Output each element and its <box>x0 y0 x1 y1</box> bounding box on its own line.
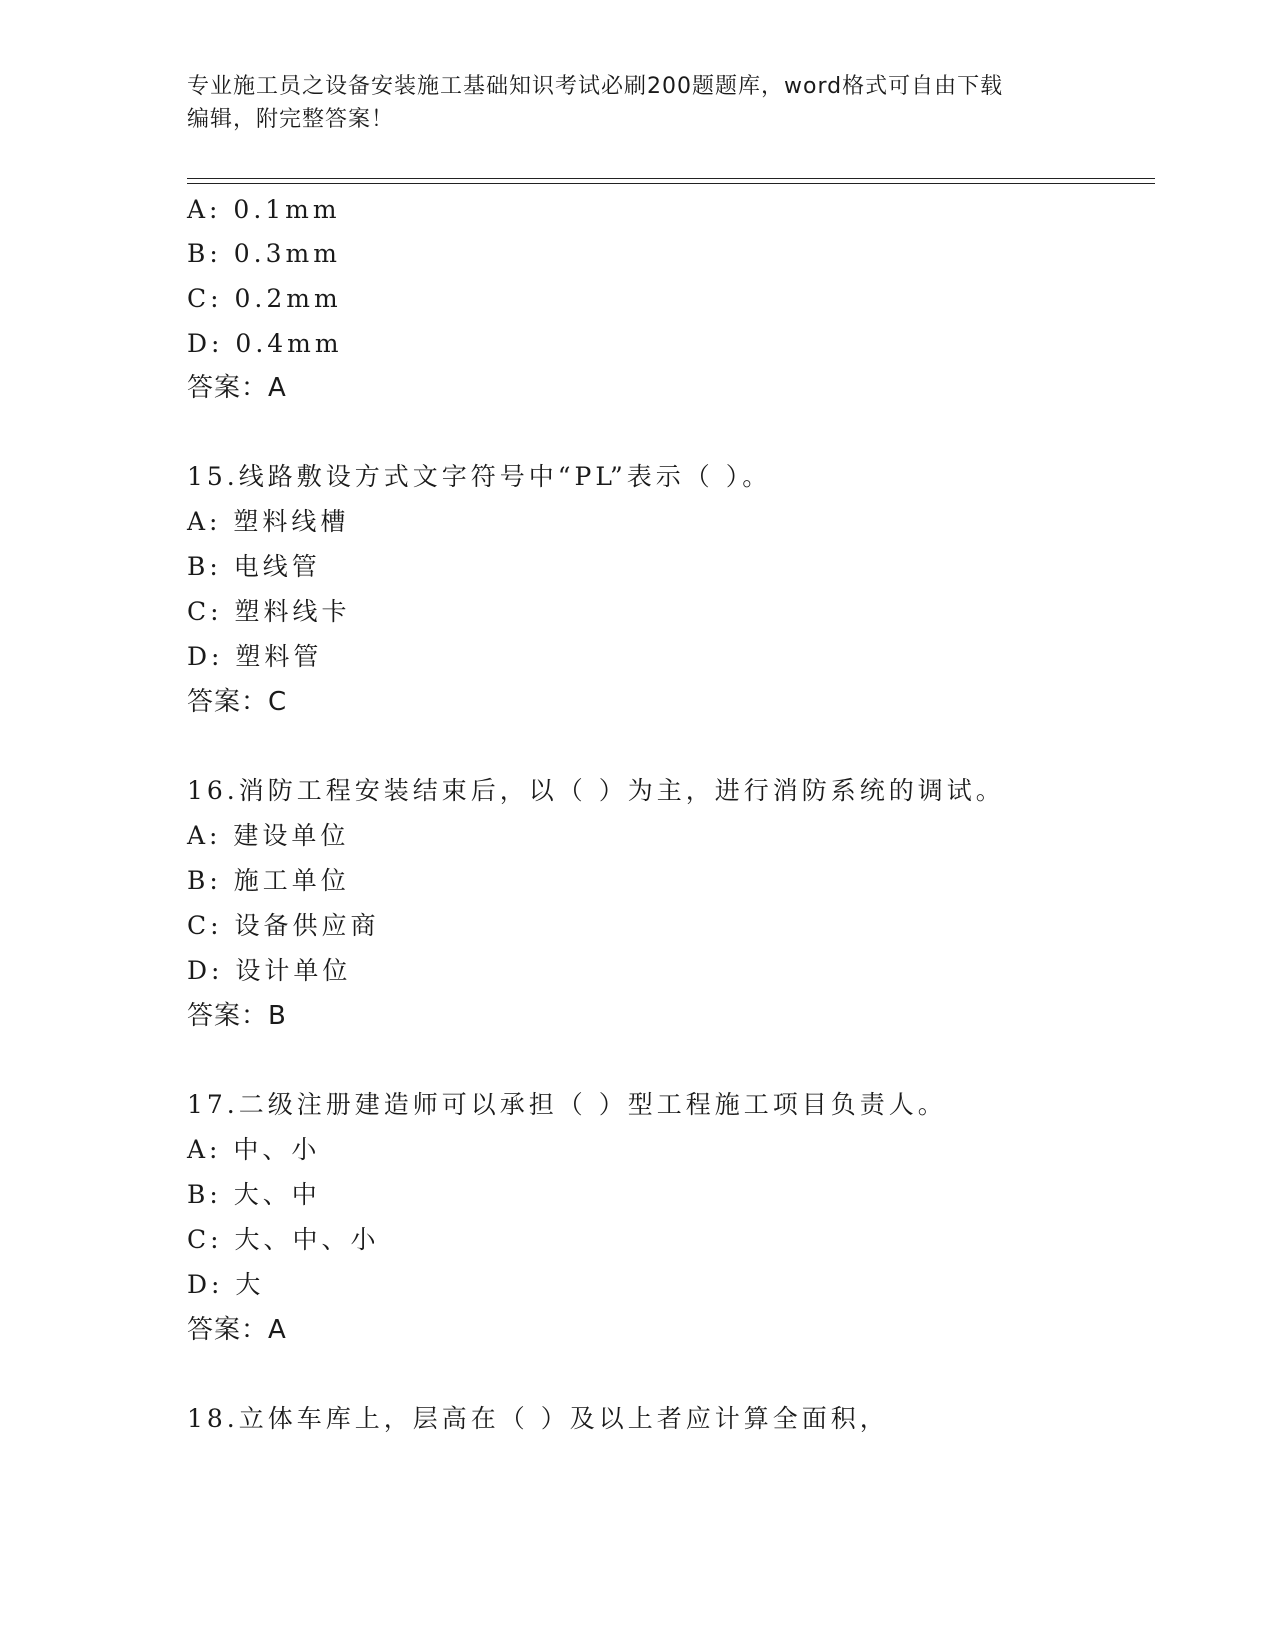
q16-option-d: D: 设计单位 <box>187 956 352 985</box>
q14-option-a: A: 0.1mm <box>187 195 341 224</box>
q15-option-a: A: 塑料线槽 <box>187 507 350 536</box>
q18-question: 18.立体车库上，层高在（ ）及以上者应计算全面积， <box>187 1404 889 1433</box>
q15-option-b: B: 电线管 <box>187 552 321 581</box>
q17-question: 17.二级注册建造师可以承担（ ）型工程施工项目负责人。 <box>187 1090 947 1119</box>
q15-answer: 答案：C <box>187 687 288 717</box>
q15-option-d: D: 塑料管 <box>187 642 323 671</box>
q14-option-d: D: 0.4mm <box>187 329 343 358</box>
q16-answer: 答案：B <box>187 1001 287 1031</box>
q15-option-c: C: 塑料线卡 <box>187 597 351 626</box>
q15-question: 15.线路敷设方式文字符号中“PL”表示（ ）。 <box>187 462 772 491</box>
header-divider-bottom <box>187 183 1155 184</box>
q14-option-c: C: 0.2mm <box>187 284 342 313</box>
header-line-1: 专业施工员之设备安装施工基础知识考试必刷200题题库，word格式可自由下载 <box>187 74 1004 99</box>
q17-option-b: B: 大、中 <box>187 1180 321 1209</box>
q17-answer: 答案：A <box>187 1315 287 1345</box>
header-line-2: 编辑，附完整答案！ <box>187 107 395 132</box>
q17-option-c: C: 大、中、小 <box>187 1225 380 1254</box>
q16-option-a: A: 建设单位 <box>187 821 350 850</box>
q16-option-b: B: 施工单位 <box>187 866 350 895</box>
q16-question: 16.消防工程安装结束后，以（ ）为主，进行消防系统的调试。 <box>187 776 1005 805</box>
q16-option-c: C: 设备供应商 <box>187 911 380 940</box>
header-divider-top <box>187 178 1155 179</box>
q17-option-d: D: 大 <box>187 1270 265 1299</box>
q14-answer: 答案：A <box>187 373 287 403</box>
document-header <box>187 70 1067 136</box>
q17-option-a: A: 中、小 <box>187 1135 321 1164</box>
q14-option-b: B: 0.3mm <box>187 239 341 268</box>
